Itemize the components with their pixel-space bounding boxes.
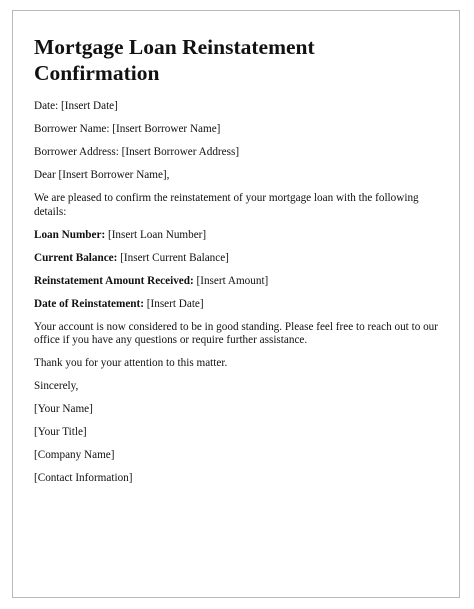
amount-received-row bbox=[34, 275, 444, 289]
signature-company: [Company Name] bbox=[34, 449, 115, 461]
borrower-name-line: Borrower Name: [Insert Borrower Name] bbox=[34, 123, 221, 135]
loan-number-row bbox=[34, 229, 444, 243]
amount-received-value: [Insert Amount] bbox=[193, 274, 269, 287]
closing-line: Sincerely, bbox=[34, 380, 79, 392]
amount-received-label: Reinstatement Amount Received: bbox=[34, 274, 194, 287]
signature-contact: [Contact Information] bbox=[34, 472, 133, 484]
signature-title: [Your Title] bbox=[34, 426, 87, 438]
signature-name: [Your Name] bbox=[34, 403, 93, 415]
borrower-address-line: Borrower Address: [Insert Borrower Address] bbox=[34, 146, 240, 158]
current-balance-row bbox=[34, 252, 444, 266]
current-balance-label: Current Balance: bbox=[34, 251, 118, 264]
reinstatement-date-value: [Insert Date] bbox=[143, 297, 204, 310]
reinstatement-date-label: Date of Reinstatement: bbox=[34, 297, 144, 310]
standing-paragraph: Your account is now considered to be in good standing. Please feel free to reach out to our office if you have any questions or require further assistance. bbox=[34, 320, 438, 346]
date-line: Date: [Insert Date] bbox=[34, 100, 118, 112]
loan-number-value: [Insert Loan Number] bbox=[105, 228, 207, 241]
letter-content bbox=[34, 34, 444, 495]
salutation: Dear [Insert Borrower Name], bbox=[34, 169, 170, 181]
thanks-line: Thank you for your attention to this matter. bbox=[34, 357, 228, 369]
loan-number-label: Loan Number: bbox=[34, 228, 106, 241]
letter-title: Mortgage Loan Reinstatement Confirmation bbox=[34, 35, 315, 85]
letter-page bbox=[12, 10, 460, 598]
intro-paragraph: We are pleased to confirm the reinstatement of your mortgage loan with the following details: bbox=[34, 192, 419, 218]
current-balance-value: [Insert Current Balance] bbox=[117, 251, 229, 264]
reinstatement-date-row bbox=[34, 298, 444, 312]
